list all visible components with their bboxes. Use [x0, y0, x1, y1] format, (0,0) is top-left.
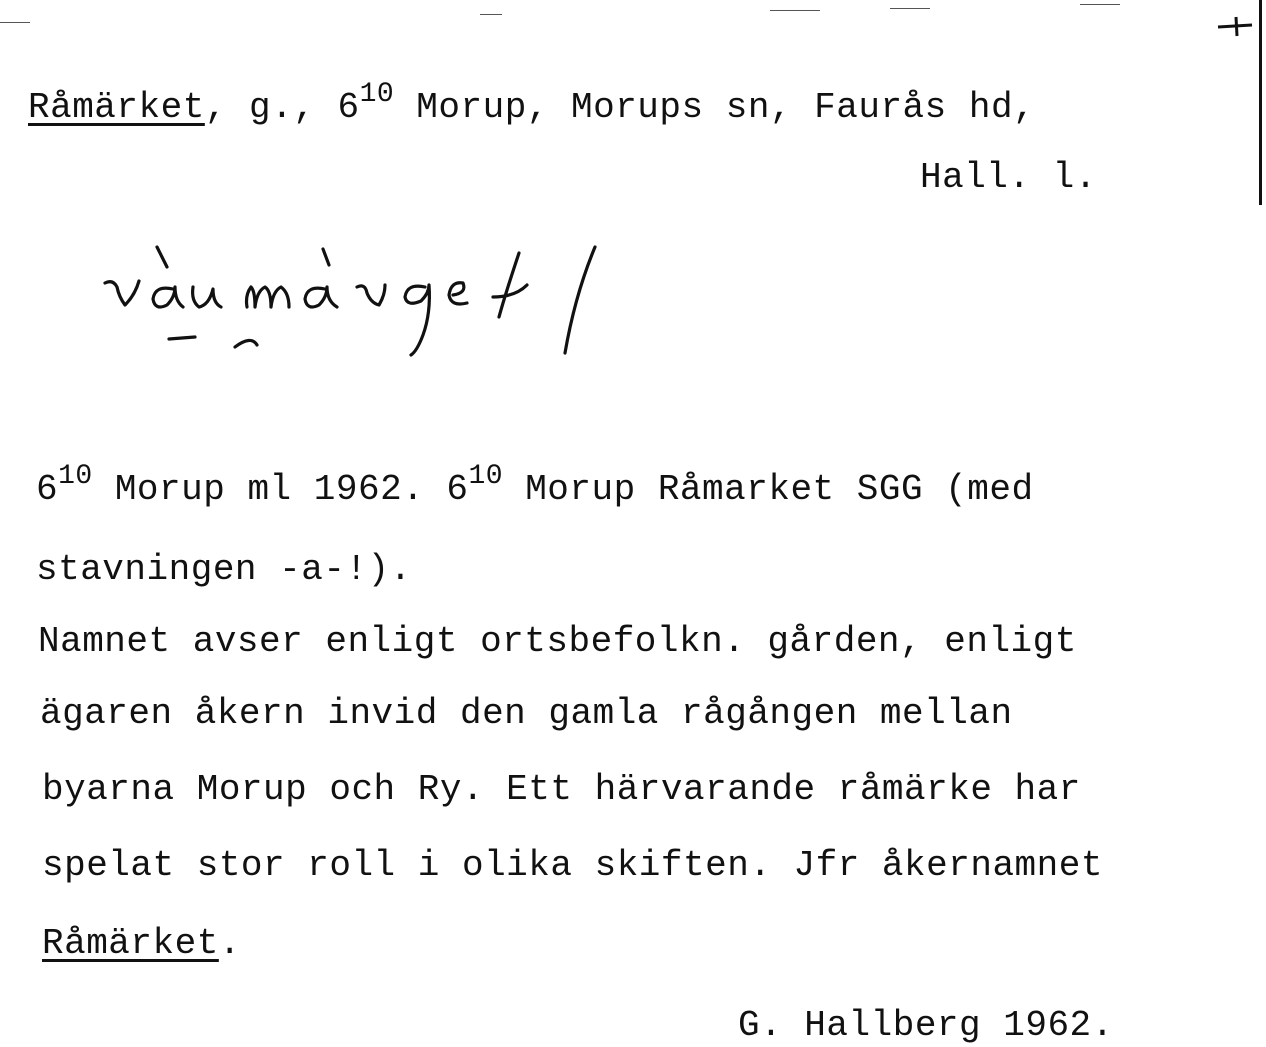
scan-mark [890, 8, 930, 9]
body-map-superscript-2: 10 [468, 461, 504, 492]
handwritten-pronunciation [95, 235, 655, 365]
body-map-number-2: 6 [446, 469, 469, 510]
body-line-6: spelat stor roll i olika skiften. Jfr åkernamnet [42, 845, 1103, 886]
scan-mark [1080, 4, 1120, 5]
body-source-1: Morup ml 1962. [92, 469, 447, 510]
header-line-2: Hall. l. [920, 157, 1097, 198]
scan-mark [770, 10, 820, 11]
body-line-1 [36, 461, 1034, 513]
plus-mark-icon [1216, 14, 1254, 44]
cross-reference-period: . [218, 923, 241, 964]
body-line-4: ägaren åkern invid den gamla rågången mellan [40, 693, 1013, 734]
body-line-7 [42, 924, 241, 964]
body-line-2: stavningen -a-!). [36, 549, 412, 590]
cross-reference-name: Råmärket [42, 923, 219, 964]
body-map-superscript: 10 [58, 461, 93, 492]
card-edge-line [1259, 0, 1262, 205]
map-number: 6 [337, 87, 360, 128]
body-line-3: Namnet avser enligt ortsbefolkn. gården, enligt [38, 621, 1077, 662]
body-map-number: 6 [36, 469, 59, 510]
scan-mark [0, 22, 30, 23]
body-source-2: Morup Råmarket SGG (med [503, 469, 1034, 510]
scan-mark [480, 14, 502, 15]
map-superscript: 10 [359, 79, 395, 110]
header-grammar: , g., [204, 87, 338, 128]
header-location: Morup, Morups sn, Faurås hd, [394, 87, 1036, 128]
place-name: Råmärket [28, 87, 205, 128]
body-line-5: byarna Morup och Ry. Ett härvarande råmärke har [42, 769, 1081, 810]
signature: G. Hallberg 1962. [738, 1005, 1114, 1046]
header-line-1 [28, 79, 1036, 131]
